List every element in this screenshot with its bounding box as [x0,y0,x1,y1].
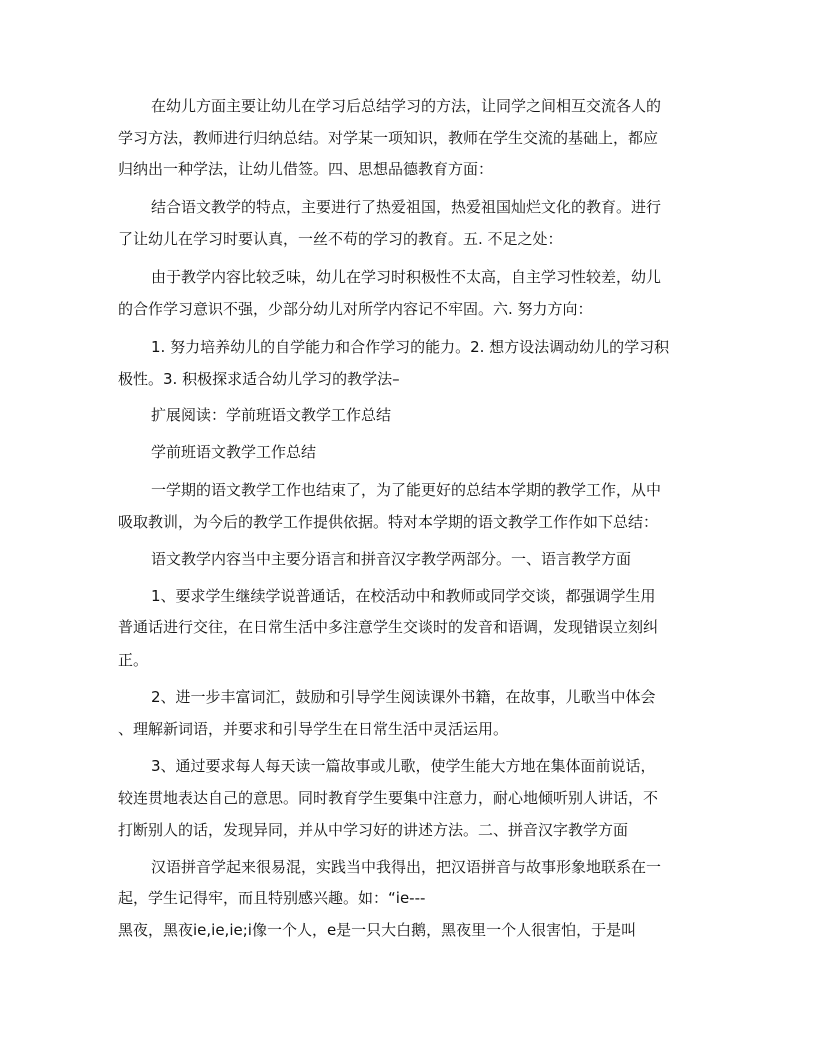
text-line: 普通话进行交往，在日常生活中多注意学生交谈时的发音和语调，发现错误立刻纠 [118,618,659,636]
text-line: 3、通过要求每人每天读一篇故事或儿歌，使学生能大方地在集体面前说话， [151,757,656,775]
text-line: 了让幼儿在学习时要认真，一丝不苟的学习的教育。五. 不足之处： [118,230,563,248]
text-line: 汉语拼音学起来很易混，实践当中我得出，把汉语拼音与故事形象地联系在一 [151,858,662,876]
text-line: 归纳出一种学法，让幼儿借签。四、思想品德教育方面： [118,160,494,178]
text-line: 语文教学内容当中主要分语言和拼音汉字教学两部分。一、语言教学方面 [151,550,632,568]
text-line: 吸取教训，为今后的教学工作提供依据。特对本学期的语文教学工作作如下总结： [118,513,659,531]
text-line: 2、进一步丰富词汇，鼓励和引导学生阅读课外书籍，在故事，儿歌当中体会 [151,688,656,706]
text-line: 1. 努力培养幼儿的自学能力和合作学习的能力。2. 想方设法调动幼儿的学习积 [151,338,670,356]
text-line: 结合语文教学的特点，主要进行了热爱祖国，热爱祖国灿烂文化的教育。进行 [151,198,662,216]
text-line: 极性。3. 积极探求适合幼儿学习的教学法– [118,370,400,388]
text-line: 较连贯地表达自己的意思。同时教育学生要集中注意力，耐心地倾听别人讲话，不 [118,789,659,807]
text-line: 正。 [118,651,149,669]
text-line: 起，学生记得牢，而且特别感兴趣。如：“ie--- [118,889,426,907]
text-line: 1、要求学生继续学说普通话，在校活动中和教师或同学交谈，都强调学生用 [151,587,656,605]
text-line: 一学期的语文教学工作也结束了，为了能更好的总结本学期的教学工作，从中 [151,481,662,499]
text-line: 学前班语文教学工作总结 [151,443,317,461]
text-line: 的合作学习意识不强，少部分幼儿对所学内容记不牢固。六. 努力方向： [118,300,593,318]
text-line: 扩展阅读：学前班语文教学工作总结 [151,406,392,424]
text-line: 、理解新词语，并要求和引导学生在日常生活中灵活运用。 [118,720,509,738]
text-line: 在幼儿方面主要让幼儿在学习后总结学习的方法，让同学之间相互交流各人的 [151,97,662,115]
text-line: 黑夜，黑夜ie,ie,ie;i像一个人，e是一只大白鹅，黑夜里一个人很害怕，于是叫 [118,921,637,939]
text-line: 学习方法，教师进行归纳总结。对学某一项知识，教师在学生交流的基础上，都应 [118,129,659,147]
text-line: 打断别人的话，发现异同，并从中学习好的讲述方法。二、拼音汉字教学方面 [118,821,629,839]
text-line: 由于教学内容比较乏味，幼儿在学习时积极性不太高，自主学习性较差，幼儿 [151,268,662,286]
